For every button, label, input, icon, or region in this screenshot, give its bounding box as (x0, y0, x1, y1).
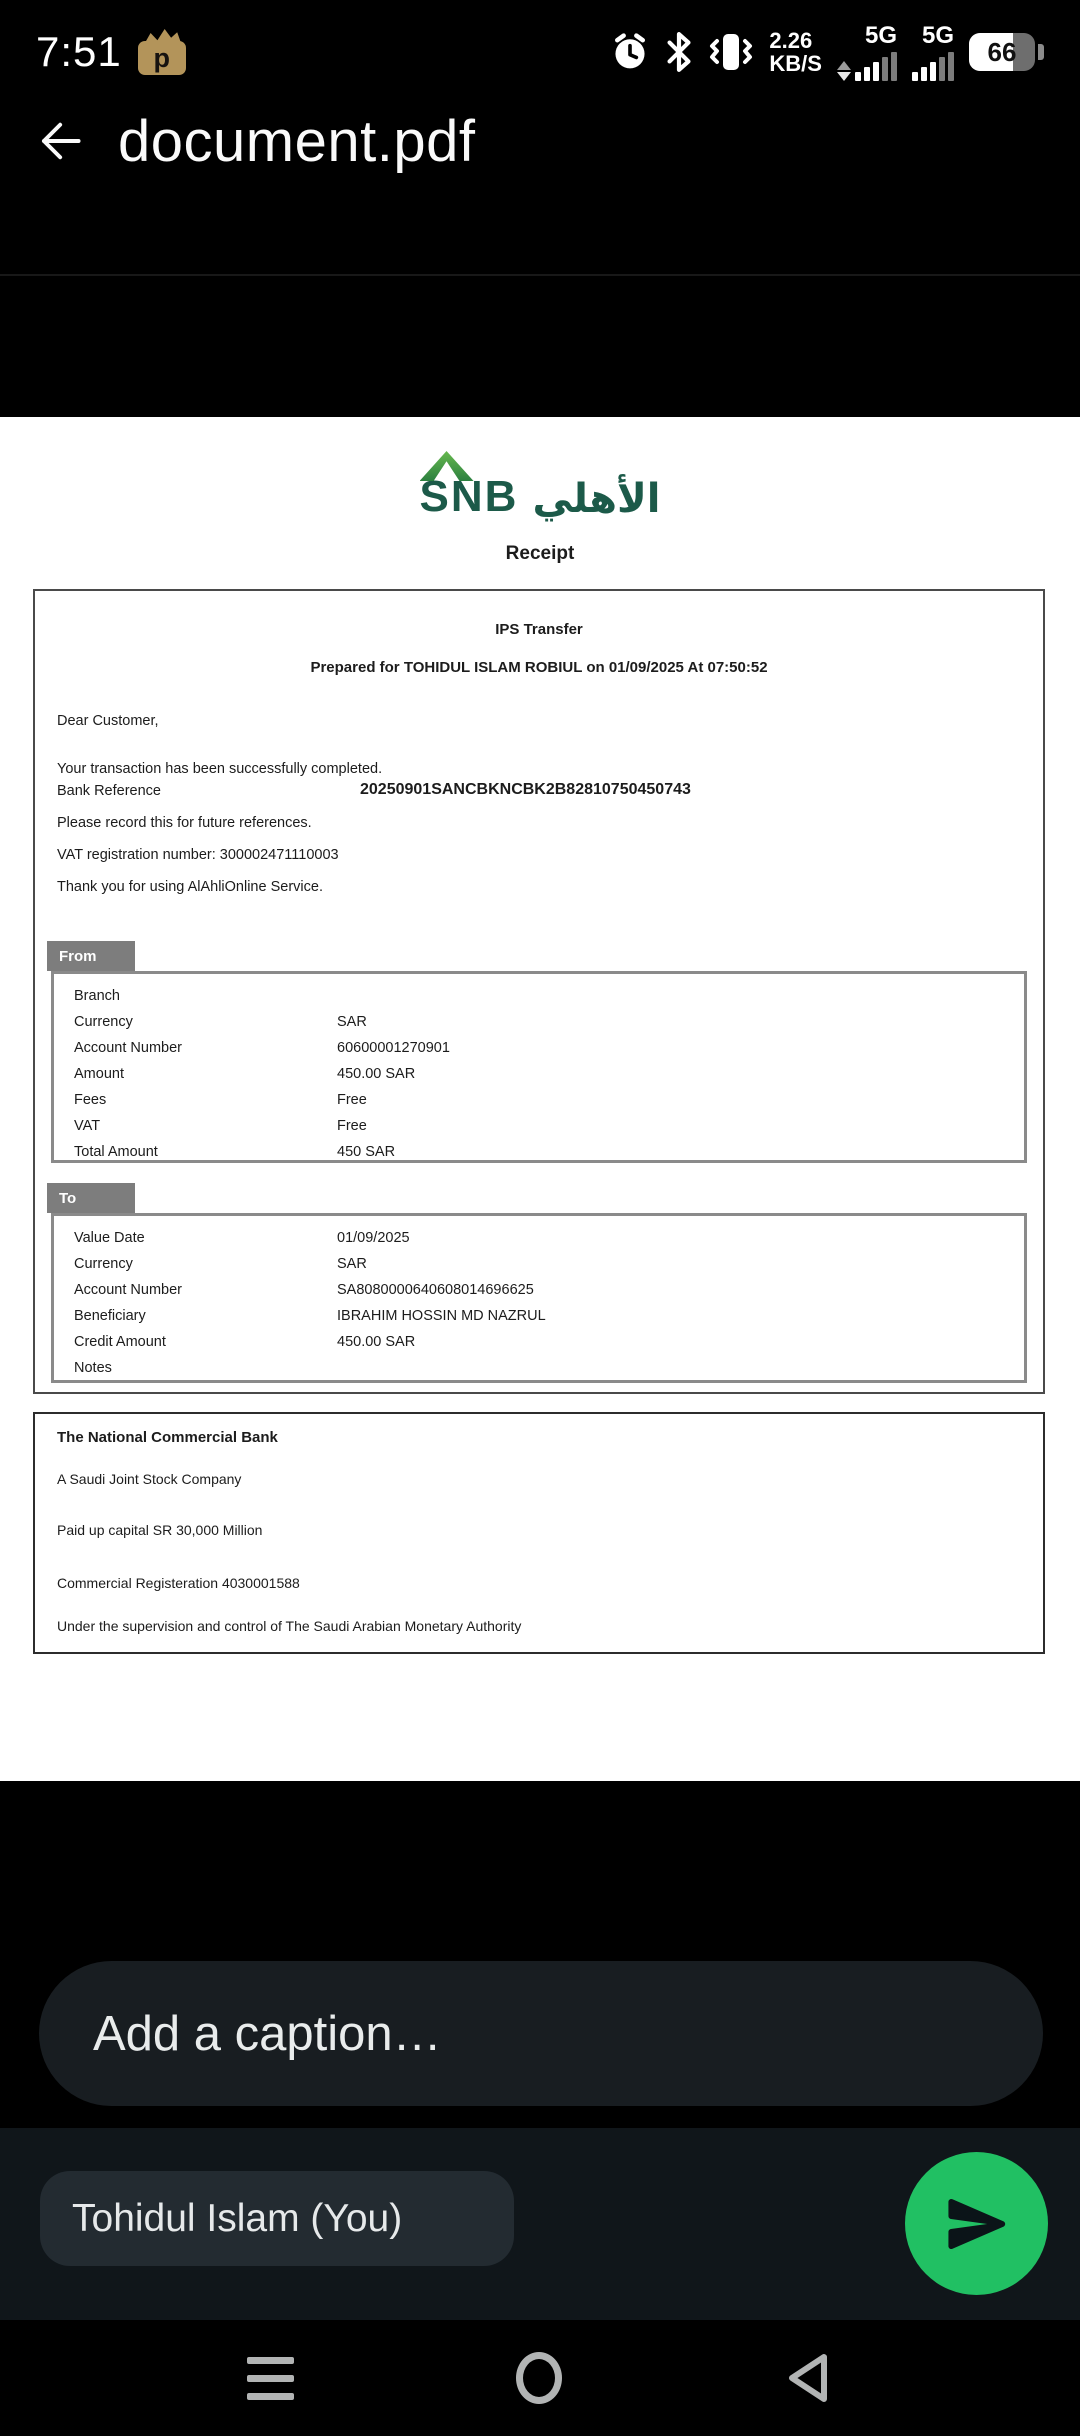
home-circle-icon (516, 2352, 562, 2404)
from-details-table (51, 971, 1027, 1163)
to-section-tab: To (47, 1183, 135, 1213)
status-bar (0, 22, 1080, 82)
from-section-tab: From (47, 941, 135, 971)
battery-nub (1038, 44, 1044, 60)
table-row: Branch (74, 988, 120, 1004)
table-row: Value Date 01/09/2025 (74, 1230, 410, 1246)
prepared-for-line: Prepared for TOHIDUL ISLAM ROBIUL on 01/09/2025 At 07:50:52 (310, 659, 768, 676)
success-line: Your transaction has been successfully completed. (57, 761, 383, 777)
table-row: Beneficiary IBRAHIM HOSSIN MD NAZRUL (74, 1308, 546, 1324)
vibrate-icon (708, 30, 754, 74)
table-row: Notes (74, 1360, 112, 1376)
arrow-left-icon (32, 115, 84, 167)
network-speed-text: 2.26 KB/S (769, 28, 822, 76)
alarm-icon (610, 32, 650, 72)
bluetooth-icon (665, 31, 693, 73)
sim1-signal-icon: 5G (837, 24, 897, 81)
back-button[interactable] (28, 111, 88, 171)
snb-logo-latin: SNB (419, 472, 519, 521)
snb-bank-logo (0, 443, 1080, 522)
send-button[interactable] (905, 2152, 1048, 2295)
android-nav-bar (0, 2320, 1080, 2436)
record-line: Please record this for future references. (57, 815, 312, 831)
nav-back-button[interactable] (747, 2320, 867, 2436)
greeting-line: Dear Customer, (57, 713, 159, 729)
receipt-title: Receipt (505, 543, 575, 564)
battery-icon: 66 (969, 33, 1035, 71)
supervision-line: Under the supervision and control of The Saudi Arabian Monetary Authority (57, 1618, 522, 1634)
send-bar (0, 2128, 1080, 2320)
bank-reference-value: 20250901SANCBKNCBK2B82810750450743 (360, 781, 691, 798)
clock-text: 7:51 (36, 28, 122, 75)
send-arrow-icon (942, 2189, 1012, 2259)
to-details-table (51, 1213, 1027, 1383)
gold-wallet-notification-icon: p (138, 35, 186, 75)
caption-placeholder: Add a caption… (93, 2006, 442, 2061)
recents-hamburger-icon (247, 2357, 294, 2400)
bank-reference-label: Bank Reference (57, 783, 161, 799)
caption-input[interactable] (39, 1961, 1043, 2106)
capital-line: Paid up capital SR 30,000 Million (57, 1522, 263, 1538)
recipient-name: Tohidul Islam (You) (72, 2196, 403, 2240)
table-row: VAT Free (74, 1118, 367, 1134)
transfer-details-box (33, 589, 1045, 1394)
table-row: Amount 450.00 SAR (74, 1066, 416, 1082)
home-button[interactable] (479, 2320, 599, 2436)
vat-line: VAT registration number: 300002471110003 (57, 847, 339, 863)
pdf-preview (0, 417, 1080, 1781)
recipient-chip[interactable] (40, 2171, 514, 2266)
document-viewer-header (0, 96, 1080, 186)
table-row: Currency SAR (74, 1256, 367, 1272)
table-row: Credit Amount 450.00 SAR (74, 1334, 416, 1350)
table-row: Currency SAR (74, 1014, 367, 1030)
table-row: Account Number SA8080000640608014696625 (74, 1282, 534, 1298)
table-row: Fees Free (74, 1092, 367, 1108)
header-divider (0, 274, 1080, 276)
table-row: Total Amount 450 SAR (74, 1144, 396, 1160)
company-line: A Saudi Joint Stock Company (57, 1471, 242, 1487)
page-title: document.pdf (118, 108, 476, 174)
status-icons (610, 21, 1044, 81)
recents-button[interactable] (210, 2320, 330, 2436)
snb-logo-arabic: الأهلي (532, 476, 661, 522)
back-triangle-icon (784, 2352, 830, 2404)
transfer-type-title: IPS Transfer (495, 621, 583, 638)
thanks-line: Thank you for using AlAhliOnline Service. (57, 879, 323, 895)
registration-line: Commercial Registeration 4030001588 (57, 1575, 300, 1591)
table-row: Account Number 60600001270901 (74, 1040, 450, 1056)
bank-footer-box (33, 1412, 1045, 1654)
bank-name: The National Commercial Bank (57, 1429, 278, 1446)
sim2-signal-icon: 5G (912, 24, 954, 81)
